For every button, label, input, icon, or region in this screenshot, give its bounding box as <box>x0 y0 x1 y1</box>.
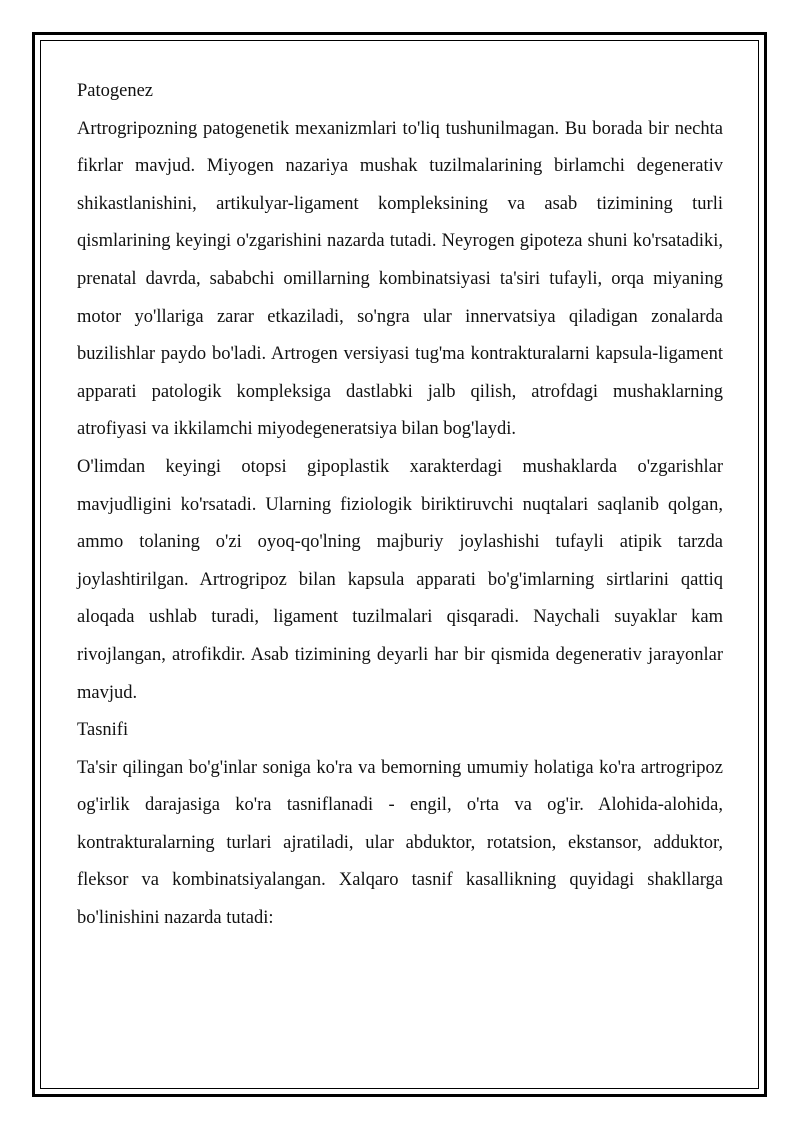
section-tasnifi <box>77 712 723 938</box>
document-body <box>77 73 723 938</box>
paragraph: Ta'sir qilingan bo'g'inlar soniga ko'ra va bemorning umumiy holatiga ko'ra artrogripoz og'irlik darajasiga ko'ra tasniflanadi - engil, o'rta va og'ir. Alohida-alohida, kontrakturalarning turlari ajratiladi, ular abduktor, rotatsion, ekstansor, adduktor, fleksor va kombinatsiyalangan. Xalqaro tasnif kasallikning quyidagi shakllarga bo'linishini nazarda tutadi: <box>77 757 723 929</box>
section-heading: Tasnifi <box>77 720 129 741</box>
paragraph: O'limdan keyingi otopsi gipoplastik xarakterdagi mushaklarda o'zgarishlar mavjudligini ko'rsatadi. Ularning fiziologik biriktiruvchi nuqtalari saqlanib qolgan, ammo tolaning o'zi oyoq-qo'lning majburiy joylashishi tufayli atipik tarzda joylashtirilgan. Artrogripoz bilan kapsula apparati bo'g'imlarning sirtlarini qattiq aloqada ushlab turadi, ligament tuzilmalari qisqaradi. Naychali suyaklar kam rivojlangan, atrofikdir. Asab tizimining deyarli har bir qismida degenerativ jarayonlar mavjud. <box>77 456 723 703</box>
section-heading: Patogenez <box>77 81 154 101</box>
section-patogenez <box>77 73 723 712</box>
paragraph: Artrogripozning patogenetik mexanizmlari to'liq tushunilmagan. Bu borada bir nechta fikrlar mavjud. Miyogen nazariya mushak tuzilmalarining birlamchi degenerativ shikastlanishini, artikulyar-ligament kompleksining va asab tizimining turli qismlarining keyingi o'zgarishini nazarda tutadi. Neyrogen gipoteza shuni ko'rsatadiki, prenatal davrda, sababchi omillarning kombinatsiyasi ta'siri tufayli, orqa miyaning motor yo'llariga zarar etkaziladi, so'ngra ular innervatsiya qiladigan zonalarda buzilishlar paydo bo'ladi. Artrogen versiyasi tug'ma kontrakturalarni kapsula-ligament apparati patologik kompleksiga dastlabki jalb qilish, atrofdagi mushaklarning atrofiyasi va ikkilamchi miyodegeneratsiya bilan bog'laydi. <box>77 118 723 440</box>
